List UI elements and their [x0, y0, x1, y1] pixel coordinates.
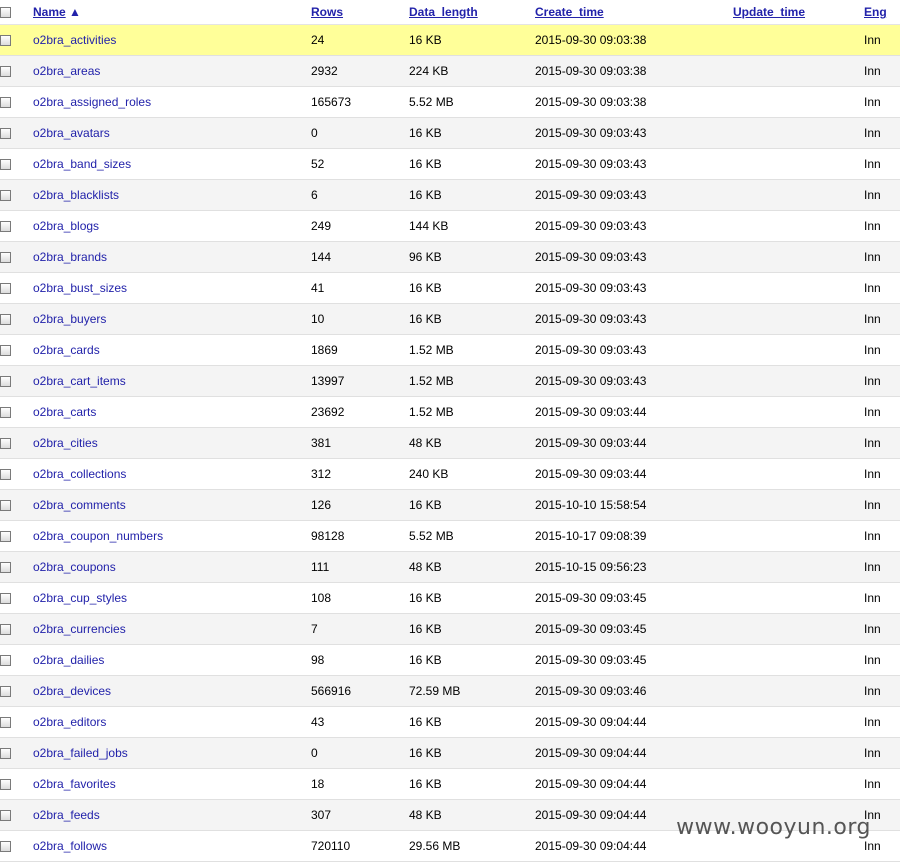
rows-count-cell: 24 [311, 24, 409, 55]
table-name-cell [33, 458, 311, 489]
create-time-cell: 2015-09-30 09:03:46 [535, 675, 733, 706]
data-length-cell: 29.56 MB [409, 830, 535, 861]
update-time-cell [733, 272, 864, 303]
create-time-cell: 2015-09-30 09:03:43 [535, 179, 733, 210]
rows-count-cell: 111 [311, 551, 409, 582]
data-length-cell: 1.52 MB [409, 334, 535, 365]
data-length-header-label[interactable]: Data_length [409, 4, 478, 19]
table-name-cell [33, 303, 311, 334]
column-header-engine[interactable] [864, 0, 900, 24]
engine-cell: Inn [864, 241, 900, 272]
row-checkbox[interactable] [0, 469, 11, 480]
data-length-cell: 224 KB [409, 55, 535, 86]
table-name-link[interactable]: o2bra_band_sizes [33, 156, 132, 171]
table-name-link[interactable]: o2bra_carts [33, 404, 97, 419]
table-name-link[interactable]: o2bra_failed_jobs [33, 745, 128, 760]
create-time-cell: 2015-09-30 09:04:44 [535, 830, 733, 861]
create-time-cell: 2015-09-30 09:04:44 [535, 768, 733, 799]
update-time-cell [733, 706, 864, 737]
rows-count-cell: 312 [311, 458, 409, 489]
table-name-cell [33, 86, 311, 117]
create-time-cell: 2015-09-30 09:03:43 [535, 148, 733, 179]
table-name-link[interactable]: o2bra_follows [33, 838, 108, 853]
row-checkbox[interactable] [0, 748, 11, 759]
create-time-cell: 2015-09-30 09:03:43 [535, 365, 733, 396]
engine-cell: Inn [864, 551, 900, 582]
table-name-link[interactable]: o2bra_devices [33, 683, 112, 698]
table-name-link[interactable]: o2bra_currencies [33, 621, 126, 636]
data-length-cell: 16 KB [409, 706, 535, 737]
update-time-cell [733, 427, 864, 458]
row-select-cell [0, 55, 33, 86]
create-time-cell: 2015-09-30 09:04:44 [535, 737, 733, 768]
table-name-cell [33, 551, 311, 582]
update-time-cell [733, 86, 864, 117]
table-row[interactable] [0, 117, 900, 148]
row-select-cell [0, 768, 33, 799]
engine-cell: Inn [864, 737, 900, 768]
row-select-cell [0, 613, 33, 644]
sort-ascending-icon: ▲ [69, 4, 81, 19]
table-name-cell [33, 613, 311, 644]
update-time-cell [733, 551, 864, 582]
row-checkbox[interactable] [0, 314, 11, 325]
row-select-cell [0, 582, 33, 613]
data-length-cell: 5.52 MB [409, 520, 535, 551]
data-length-cell: 48 KB [409, 551, 535, 582]
row-checkbox[interactable] [0, 655, 11, 666]
row-select-cell [0, 706, 33, 737]
create-time-cell: 2015-10-15 09:56:23 [535, 551, 733, 582]
table-name-cell [33, 489, 311, 520]
engine-cell: Inn [864, 768, 900, 799]
row-select-cell [0, 334, 33, 365]
row-select-cell [0, 210, 33, 241]
engine-cell: Inn [864, 55, 900, 86]
table-name-cell [33, 241, 311, 272]
update-time-header-label[interactable]: Update_time [733, 4, 806, 19]
row-checkbox[interactable] [0, 593, 11, 604]
row-checkbox[interactable] [0, 97, 11, 108]
table-row[interactable] [0, 458, 900, 489]
create-time-cell: 2015-09-30 09:03:38 [535, 86, 733, 117]
row-checkbox[interactable] [0, 717, 11, 728]
engine-cell: Inn [864, 706, 900, 737]
create-time-cell: 2015-10-10 15:58:54 [535, 489, 733, 520]
create-time-cell: 2015-09-30 09:03:44 [535, 396, 733, 427]
table-name-link[interactable]: o2bra_collections [33, 466, 127, 481]
rows-count-cell: 98 [311, 644, 409, 675]
row-select-cell [0, 24, 33, 55]
table-name-link[interactable]: o2bra_avatars [33, 125, 110, 140]
row-checkbox[interactable] [0, 128, 11, 139]
data-length-cell: 16 KB [409, 489, 535, 520]
name-header-label[interactable]: Name [33, 4, 66, 19]
rows-count-cell: 7 [311, 613, 409, 644]
column-header-rows[interactable] [311, 0, 409, 24]
column-header-update-time[interactable] [733, 0, 864, 24]
data-length-cell: 16 KB [409, 117, 535, 148]
table-header-row [0, 0, 900, 24]
data-length-cell: 16 KB [409, 148, 535, 179]
row-select-cell [0, 830, 33, 861]
create-time-cell: 2015-09-30 09:03:43 [535, 117, 733, 148]
create-time-cell: 2015-09-30 09:03:43 [535, 303, 733, 334]
table-name-cell [33, 830, 311, 861]
table-row[interactable] [0, 148, 900, 179]
data-length-cell: 16 KB [409, 644, 535, 675]
row-select-cell [0, 427, 33, 458]
row-select-cell [0, 737, 33, 768]
engine-cell: Inn [864, 24, 900, 55]
table-name-cell [33, 179, 311, 210]
table-row[interactable] [0, 582, 900, 613]
engine-cell: Inn [864, 365, 900, 396]
table-name-cell [33, 272, 311, 303]
row-checkbox[interactable] [0, 779, 11, 790]
row-select-cell [0, 458, 33, 489]
table-name-cell [33, 799, 311, 830]
update-time-cell [733, 613, 864, 644]
create-time-cell: 2015-09-30 09:03:45 [535, 613, 733, 644]
row-checkbox[interactable] [0, 66, 11, 77]
select-all-cell [0, 0, 33, 24]
rows-count-cell: 18 [311, 768, 409, 799]
rows-count-cell: 126 [311, 489, 409, 520]
row-select-cell [0, 799, 33, 830]
column-header-name[interactable] [33, 0, 311, 24]
create-time-cell: 2015-09-30 09:03:43 [535, 272, 733, 303]
table-name-cell [33, 210, 311, 241]
row-checkbox[interactable] [0, 841, 11, 852]
update-time-cell [733, 241, 864, 272]
table-name-link[interactable]: o2bra_assigned_roles [33, 94, 152, 109]
create-time-cell: 2015-09-30 09:04:44 [535, 799, 733, 830]
table-name-link[interactable]: o2bra_brands [33, 249, 108, 264]
create-time-cell: 2015-09-30 09:03:43 [535, 334, 733, 365]
table-name-link[interactable]: o2bra_feeds [33, 807, 100, 822]
table-row[interactable] [0, 675, 900, 706]
engine-cell: Inn [864, 303, 900, 334]
engine-cell: Inn [864, 334, 900, 365]
engine-cell: Inn [864, 799, 900, 830]
create-time-cell: 2015-10-17 09:08:39 [535, 520, 733, 551]
update-time-cell [733, 458, 864, 489]
data-length-cell: 16 KB [409, 737, 535, 768]
update-time-cell [733, 768, 864, 799]
update-time-cell [733, 117, 864, 148]
data-length-cell: 16 KB [409, 272, 535, 303]
table-name-cell [33, 644, 311, 675]
row-select-cell [0, 551, 33, 582]
create-time-cell: 2015-09-30 09:03:44 [535, 458, 733, 489]
rows-header-label[interactable]: Rows [311, 4, 344, 19]
rows-count-cell: 52 [311, 148, 409, 179]
rows-count-cell: 6 [311, 179, 409, 210]
engine-cell: Inn [864, 520, 900, 551]
table-row[interactable] [0, 551, 900, 582]
data-length-cell: 72.59 MB [409, 675, 535, 706]
table-name-link[interactable]: o2bra_cart_items [33, 373, 126, 388]
rows-count-cell: 165673 [311, 86, 409, 117]
engine-cell: Inn [864, 148, 900, 179]
create-time-cell: 2015-09-30 09:03:38 [535, 24, 733, 55]
table-row[interactable] [0, 179, 900, 210]
rows-count-cell: 108 [311, 582, 409, 613]
rows-count-cell: 0 [311, 117, 409, 148]
table-row[interactable] [0, 737, 900, 768]
engine-cell: Inn [864, 210, 900, 241]
table-name-cell [33, 520, 311, 551]
create-time-cell: 2015-09-30 09:04:44 [535, 706, 733, 737]
watermark: www.wooyun.org [676, 815, 871, 840]
table-name-cell [33, 768, 311, 799]
column-header-create-time[interactable] [535, 0, 733, 24]
data-length-cell: 1.52 MB [409, 365, 535, 396]
row-select-cell [0, 365, 33, 396]
table-row[interactable] [0, 334, 900, 365]
row-checkbox[interactable] [0, 159, 11, 170]
data-length-cell: 48 KB [409, 427, 535, 458]
rows-count-cell: 43 [311, 706, 409, 737]
table-name-cell [33, 55, 311, 86]
row-checkbox[interactable] [0, 252, 11, 263]
data-length-cell: 16 KB [409, 24, 535, 55]
table-name-cell [33, 675, 311, 706]
engine-cell: Inn [864, 86, 900, 117]
table-name-cell [33, 706, 311, 737]
row-select-cell [0, 303, 33, 334]
table-name-link[interactable]: o2bra_activities [33, 32, 117, 47]
table-name-cell [33, 396, 311, 427]
row-checkbox[interactable] [0, 562, 11, 573]
update-time-cell [733, 55, 864, 86]
table-row[interactable] [0, 644, 900, 675]
update-time-cell [733, 148, 864, 179]
table-row[interactable] [0, 520, 900, 551]
row-select-cell [0, 272, 33, 303]
table-name-link[interactable]: o2bra_editors [33, 714, 107, 729]
create-time-cell: 2015-09-30 09:03:44 [535, 427, 733, 458]
update-time-cell [733, 520, 864, 551]
update-time-cell [733, 675, 864, 706]
table-name-link[interactable]: o2bra_comments [33, 497, 126, 512]
row-select-cell [0, 520, 33, 551]
rows-count-cell: 566916 [311, 675, 409, 706]
table-row[interactable] [0, 613, 900, 644]
row-checkbox[interactable] [0, 35, 11, 46]
update-time-cell [733, 489, 864, 520]
table-row[interactable] [0, 768, 900, 799]
data-length-cell: 1.52 MB [409, 396, 535, 427]
table-name-link[interactable]: o2bra_blogs [33, 218, 100, 233]
engine-cell: Inn [864, 427, 900, 458]
update-time-cell [733, 582, 864, 613]
table-name-cell [33, 365, 311, 396]
row-select-cell [0, 117, 33, 148]
table-name-link[interactable]: o2bra_coupons [33, 559, 116, 574]
data-length-cell: 16 KB [409, 768, 535, 799]
create-time-cell: 2015-09-30 09:03:45 [535, 644, 733, 675]
engine-cell: Inn [864, 830, 900, 861]
table-name-link[interactable]: o2bra_favorites [33, 776, 116, 791]
row-checkbox[interactable] [0, 190, 11, 201]
table-name-link[interactable]: o2bra_cities [33, 435, 98, 450]
table-name-cell [33, 24, 311, 55]
engine-cell: Inn [864, 272, 900, 303]
update-time-cell [733, 179, 864, 210]
table-name-link[interactable]: o2bra_areas [33, 63, 101, 78]
update-time-cell [733, 210, 864, 241]
rows-count-cell: 0 [311, 737, 409, 768]
table-name-link[interactable]: o2bra_buyers [33, 311, 107, 326]
engine-cell: Inn [864, 179, 900, 210]
table-row[interactable] [0, 365, 900, 396]
table-row[interactable] [0, 55, 900, 86]
column-header-data-length[interactable] [409, 0, 535, 24]
data-length-cell: 16 KB [409, 303, 535, 334]
row-select-cell [0, 179, 33, 210]
rows-count-cell: 1869 [311, 334, 409, 365]
update-time-cell [733, 737, 864, 768]
row-select-cell [0, 489, 33, 520]
table-name-link[interactable]: o2bra_blacklists [33, 187, 120, 202]
create-time-cell: 2015-09-30 09:03:43 [535, 241, 733, 272]
table-row[interactable] [0, 24, 900, 55]
table-name-link[interactable]: o2bra_bust_sizes [33, 280, 128, 295]
rows-count-cell: 2932 [311, 55, 409, 86]
rows-count-cell: 23692 [311, 396, 409, 427]
row-checkbox[interactable] [0, 438, 11, 449]
update-time-cell [733, 303, 864, 334]
table-name-cell [33, 334, 311, 365]
create-time-cell: 2015-09-30 09:03:45 [535, 582, 733, 613]
table-row[interactable] [0, 489, 900, 520]
update-time-cell [733, 24, 864, 55]
engine-cell: Inn [864, 675, 900, 706]
table-name-cell [33, 117, 311, 148]
row-checkbox[interactable] [0, 283, 11, 294]
select-all-checkbox[interactable] [0, 7, 11, 18]
data-length-cell: 48 KB [409, 799, 535, 830]
table-name-cell [33, 582, 311, 613]
engine-cell: Inn [864, 582, 900, 613]
engine-cell: Inn [864, 644, 900, 675]
update-time-cell [733, 365, 864, 396]
row-checkbox[interactable] [0, 345, 11, 356]
row-checkbox[interactable] [0, 686, 11, 697]
create-time-cell: 2015-09-30 09:03:38 [535, 55, 733, 86]
table-name-cell [33, 737, 311, 768]
table-name-link[interactable]: o2bra_cup_styles [33, 590, 128, 605]
engine-cell: Inn [864, 458, 900, 489]
data-length-cell: 5.52 MB [409, 86, 535, 117]
rows-count-cell: 381 [311, 427, 409, 458]
engine-header-label[interactable]: Eng [864, 4, 887, 19]
table-body [0, 24, 900, 861]
row-checkbox[interactable] [0, 624, 11, 635]
table-name-cell [33, 148, 311, 179]
engine-cell: Inn [864, 117, 900, 148]
rows-count-cell: 13997 [311, 365, 409, 396]
update-time-cell [733, 334, 864, 365]
rows-count-cell: 144 [311, 241, 409, 272]
row-checkbox[interactable] [0, 407, 11, 418]
row-select-cell [0, 396, 33, 427]
update-time-cell [733, 396, 864, 427]
row-checkbox[interactable] [0, 221, 11, 232]
row-select-cell [0, 148, 33, 179]
rows-count-cell: 41 [311, 272, 409, 303]
data-length-cell: 16 KB [409, 613, 535, 644]
table-row[interactable] [0, 303, 900, 334]
create-time-cell: 2015-09-30 09:03:43 [535, 210, 733, 241]
rows-count-cell: 249 [311, 210, 409, 241]
data-length-cell: 16 KB [409, 582, 535, 613]
table-name-link[interactable]: o2bra_coupon_numbers [33, 528, 164, 543]
rows-count-cell: 98128 [311, 520, 409, 551]
table-row[interactable] [0, 272, 900, 303]
table-row[interactable] [0, 427, 900, 458]
table-name-link[interactable]: o2bra_cards [33, 342, 100, 357]
table-row[interactable] [0, 396, 900, 427]
table-row[interactable] [0, 706, 900, 737]
create-time-header-label[interactable]: Create_time [535, 4, 604, 19]
rows-count-cell: 307 [311, 799, 409, 830]
rows-count-cell: 10 [311, 303, 409, 334]
row-checkbox[interactable] [0, 376, 11, 387]
row-select-cell [0, 644, 33, 675]
engine-cell: Inn [864, 396, 900, 427]
data-length-cell: 16 KB [409, 179, 535, 210]
table-row[interactable] [0, 210, 900, 241]
rows-count-cell: 720110 [311, 830, 409, 861]
update-time-cell [733, 644, 864, 675]
table-name-link[interactable]: o2bra_dailies [33, 652, 105, 667]
row-checkbox[interactable] [0, 500, 11, 511]
data-length-cell: 96 KB [409, 241, 535, 272]
data-length-cell: 240 KB [409, 458, 535, 489]
row-checkbox[interactable] [0, 531, 11, 542]
engine-cell: Inn [864, 613, 900, 644]
data-length-cell: 144 KB [409, 210, 535, 241]
table-row[interactable] [0, 86, 900, 117]
row-select-cell [0, 675, 33, 706]
table-name-cell [33, 427, 311, 458]
engine-cell: Inn [864, 489, 900, 520]
row-select-cell [0, 86, 33, 117]
row-checkbox[interactable] [0, 810, 11, 821]
row-select-cell [0, 241, 33, 272]
table-row[interactable] [0, 241, 900, 272]
